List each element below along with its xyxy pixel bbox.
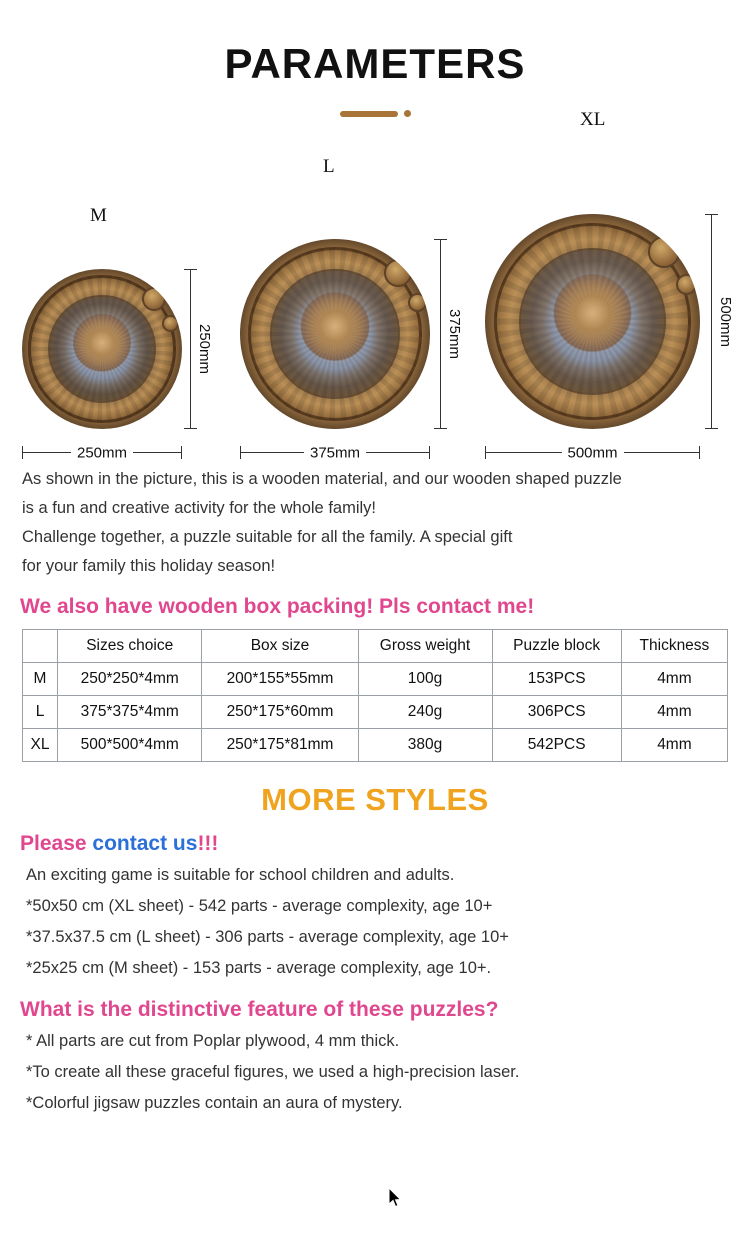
dimension-width-xl	[485, 444, 700, 461]
description-line: for your family this holiday season!	[22, 557, 276, 575]
table-cell: 200*155*55mm	[202, 663, 358, 696]
table-row	[23, 729, 728, 762]
description-block	[22, 465, 728, 581]
size-item-l	[240, 156, 463, 461]
table-cell: 153PCS	[492, 663, 621, 696]
table-cell: 250*175*81mm	[202, 729, 358, 762]
size-item-m	[22, 205, 222, 461]
table-cell: 500*500*4mm	[58, 729, 202, 762]
gear-icon	[162, 315, 179, 332]
table-cell: 4mm	[621, 696, 727, 729]
dimension-height-m-text: 250mm	[196, 323, 213, 375]
table-row	[23, 663, 728, 696]
dimension-height-l	[440, 239, 463, 429]
dim-cap	[22, 446, 23, 459]
table-header-gross-weight: Gross weight	[358, 630, 492, 663]
description-line: is a fun and creative activity for the whole family!	[22, 499, 376, 517]
dim-cap	[705, 214, 718, 215]
dimension-width-xl-text: 500mm	[561, 444, 623, 461]
dim-cap	[240, 446, 241, 459]
table-row	[23, 696, 728, 729]
table-header-blank	[23, 630, 58, 663]
dimension-height-xl-text: 500mm	[717, 296, 734, 347]
feature-bullets	[26, 1026, 724, 1119]
feature-bullet-item: *Colorful jigsaw puzzles contain an aura of mystery.	[26, 1094, 403, 1112]
size-label-m: M	[90, 205, 107, 226]
divider-bar	[340, 111, 398, 117]
dimension-width-m-text: 250mm	[71, 444, 133, 461]
gear-icon	[648, 236, 680, 268]
style-bullets	[26, 860, 724, 984]
table-cell: 380g	[358, 729, 492, 762]
exclamation-text: !!!	[197, 832, 219, 855]
description-line: As shown in the picture, this is a wooden material, and our wooden shaped puzzle	[22, 470, 622, 488]
table-cell: L	[23, 696, 58, 729]
dim-cap	[184, 269, 197, 270]
table-header-puzzle-block: Puzzle block	[492, 630, 621, 663]
dim-cap	[434, 239, 447, 240]
style-bullet-item: *25x25 cm (M sheet) - 153 parts - average complexity, age 10+.	[26, 959, 492, 977]
table-header-row	[23, 630, 728, 663]
spec-table	[22, 629, 728, 762]
dim-cap	[184, 428, 197, 429]
dimension-width-l-text: 375mm	[304, 444, 366, 461]
size-label-xl: XL	[580, 109, 606, 130]
puzzle-image-l	[240, 239, 430, 429]
table-cell: XL	[23, 729, 58, 762]
table-cell: 4mm	[621, 663, 727, 696]
dim-cap	[429, 446, 430, 459]
dimension-width-m	[22, 444, 182, 461]
page-title: PARAMETERS	[224, 40, 526, 87]
table-cell: 375*375*4mm	[58, 696, 202, 729]
table-header-box-size: Box size	[202, 630, 358, 663]
mouse-cursor-icon	[389, 1188, 403, 1213]
dim-cap	[485, 446, 486, 459]
dim-cap	[705, 428, 718, 429]
title-divider	[0, 110, 750, 117]
puzzle-image-m	[22, 269, 182, 429]
more-styles-heading: MORE STYLES	[261, 782, 489, 817]
gear-icon	[408, 293, 427, 312]
size-label-l: L	[323, 156, 335, 177]
dim-cap	[181, 446, 182, 459]
size-item-xl	[485, 109, 734, 461]
style-bullet-item: *37.5x37.5 cm (L sheet) - 306 parts - average complexity, age 10+	[26, 928, 509, 946]
table-cell: 250*250*4mm	[58, 663, 202, 696]
please-contact-line	[20, 832, 730, 856]
dim-cap	[699, 446, 700, 459]
puzzle-image-xl	[485, 214, 700, 429]
wooden-box-banner: We also have wooden box packing! Pls contact me!	[20, 595, 535, 618]
table-cell: M	[23, 663, 58, 696]
style-bullet-item: *50x50 cm (XL sheet) - 542 parts - average complexity, age 10+	[26, 897, 493, 915]
table-header-thickness: Thickness	[621, 630, 727, 663]
gear-icon	[384, 259, 412, 287]
feature-bullet-item: *To create all these graceful figures, we used a high-precision laser.	[26, 1063, 520, 1081]
size-comparison-row	[0, 109, 750, 461]
dimension-height-m	[190, 269, 213, 429]
table-cell: 306PCS	[492, 696, 621, 729]
table-cell: 542PCS	[492, 729, 621, 762]
gear-icon	[676, 274, 697, 295]
dimension-width-l	[240, 444, 430, 461]
table-cell: 100g	[358, 663, 492, 696]
dimension-height-xl	[711, 214, 734, 429]
divider-dot	[404, 110, 411, 117]
please-text: Please	[20, 832, 93, 855]
distinctive-feature-question: What is the distinctive feature of these puzzles?	[20, 998, 499, 1021]
dim-cap	[434, 428, 447, 429]
description-line: Challenge together, a puzzle suitable for all the family. A special gift	[22, 528, 513, 546]
table-cell: 4mm	[621, 729, 727, 762]
style-bullet-item: An exciting game is suitable for school children and adults.	[26, 866, 455, 884]
table-cell: 240g	[358, 696, 492, 729]
gear-icon	[142, 287, 166, 311]
dimension-height-l-text: 375mm	[446, 308, 463, 360]
contact-us-link[interactable]: contact us	[92, 832, 198, 855]
table-cell: 250*175*60mm	[202, 696, 358, 729]
table-header-sizes: Sizes choice	[58, 630, 202, 663]
feature-bullet-item: * All parts are cut from Poplar plywood, 4 mm thick.	[26, 1032, 400, 1050]
